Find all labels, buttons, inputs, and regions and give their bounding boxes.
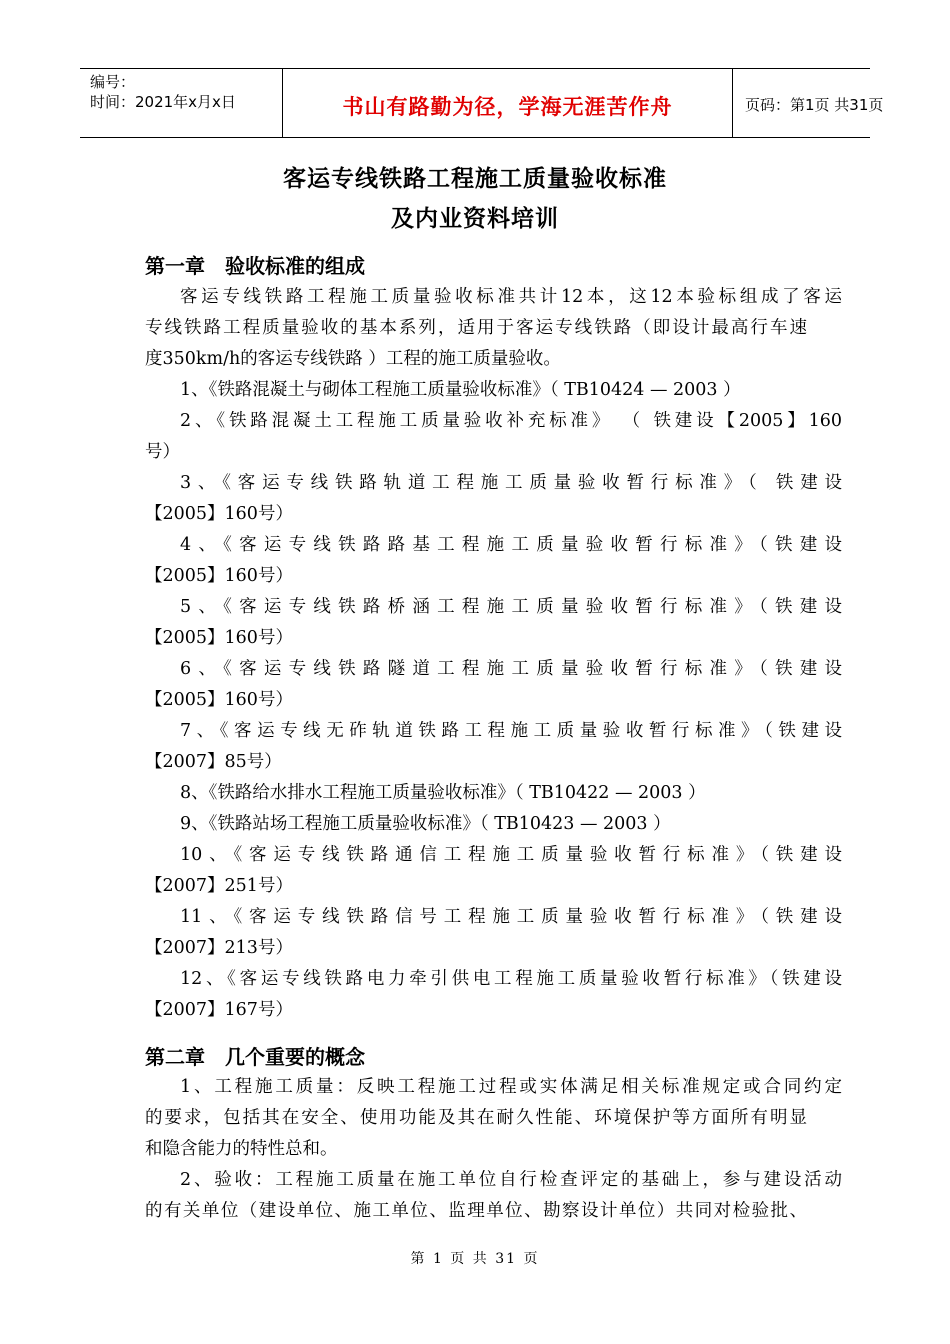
concept-line: 2、验收：工程施工质量在施工单位自行检查评定的基础上，参与建设活动 (180, 1170, 842, 1190)
chapter1-heading (145, 250, 365, 279)
concept-line: 的要求，包括其在安全、使用功能及其在耐久性能、环境保护等方面所有明显 (145, 1108, 807, 1128)
time-label: 时间：2021年x月x日 (90, 93, 236, 111)
standard-item-cont: 【2007】85号） (145, 752, 282, 772)
standard-item-cont: 【2005】160号） (145, 690, 293, 710)
number-label: 编号： (90, 73, 136, 91)
standard-item-cont: 【2005】160号） (145, 566, 293, 586)
standard-item-cont: 【2007】167号） (145, 1000, 293, 1020)
standard-item: 4、《客运专线铁路路基工程施工质量验收暂行标准》（铁建设 (180, 535, 842, 555)
standard-item-cont: 【2007】213号） (145, 938, 293, 958)
concept-line: 1、工程施工质量：反映工程施工过程或实体满足相关标准规定或合同约定 (180, 1077, 842, 1097)
standard-item: 5、《客运专线铁路桥涵工程施工质量验收暂行标准》（铁建设 (180, 597, 842, 617)
standard-item-cont: 号） (145, 442, 180, 462)
intro-line: 专线铁路工程质量验收的基本系列，适用于客运专线铁路（即设计最高行车速 (145, 318, 807, 338)
intro-line: 度350km/h的客运专线铁路 ）工程的施工质量验收。 (145, 349, 561, 369)
chapter2-name: 几个重要的概念 (225, 1045, 365, 1069)
standard-item: 10、《客运专线铁路通信工程施工质量验收暂行标准》（铁建设 (180, 845, 842, 865)
standard-item: 8、《铁路给水排水工程施工质量验收标准》（ TB10422 — 2003 ） (180, 783, 706, 803)
motto-text: 书山有路勤为径，学海无涯苦作舟 (342, 95, 673, 119)
standard-item: 2、《铁路混凝土工程施工质量验收补充标准》 （ 铁建设【2005】160 (180, 411, 842, 431)
standard-item: 9、《铁路站场工程施工质量验收标准》（ TB10423 — 2003 ） (180, 814, 671, 834)
page-footer: 第 1 页 共 31 页 (410, 1251, 540, 1267)
standard-item: 7、《客运专线无砟轨道铁路工程施工质量验收暂行标准》（铁建设 (180, 721, 842, 741)
chapter1-number: 第一章 (145, 254, 205, 278)
standard-item-cont: 【2007】251号） (145, 876, 293, 896)
chapter2-heading (145, 1041, 365, 1070)
page-header (80, 68, 884, 138)
concept-line: 和隐含能力的特性总和。 (145, 1139, 338, 1159)
standard-item: 1、《铁路混凝土与砌体工程施工质量验收标准》（ TB10424 — 2003 ） (180, 380, 741, 400)
standard-item: 6、《客运专线铁路隧道工程施工质量验收暂行标准》（铁建设 (180, 659, 842, 679)
header-meta (80, 69, 283, 137)
header-page-info: 页码：第1页 共31页 (745, 96, 884, 114)
concept-line: 的有关单位（建设单位、施工单位、监理单位、勘察设计单位）共同对检验批、 (145, 1201, 807, 1221)
standard-item-cont: 【2005】160号） (145, 504, 293, 524)
chapter1-name: 验收标准的组成 (225, 254, 365, 278)
standard-item: 12、《客运专线铁路电力牵引供电工程施工质量验收暂行标准》（铁建设 (180, 969, 842, 989)
standard-item-cont: 【2005】160号） (145, 628, 293, 648)
standard-item: 11、《客运专线铁路信号工程施工质量验收暂行标准》（铁建设 (180, 907, 842, 927)
header-motto (283, 69, 733, 137)
document-title-line1: 客运专线铁路工程施工质量验收标准 (283, 166, 667, 192)
chapter2-number: 第二章 (145, 1045, 205, 1069)
document-title-line2: 及内业资料培训 (391, 206, 559, 232)
intro-line: 客运专线铁路工程施工质量验收标准共计12本，这12本验标组成了客运 (180, 287, 842, 307)
standard-item: 3、《客运专线铁路轨道工程施工质量验收暂行标准》（ 铁建设 (180, 473, 842, 493)
